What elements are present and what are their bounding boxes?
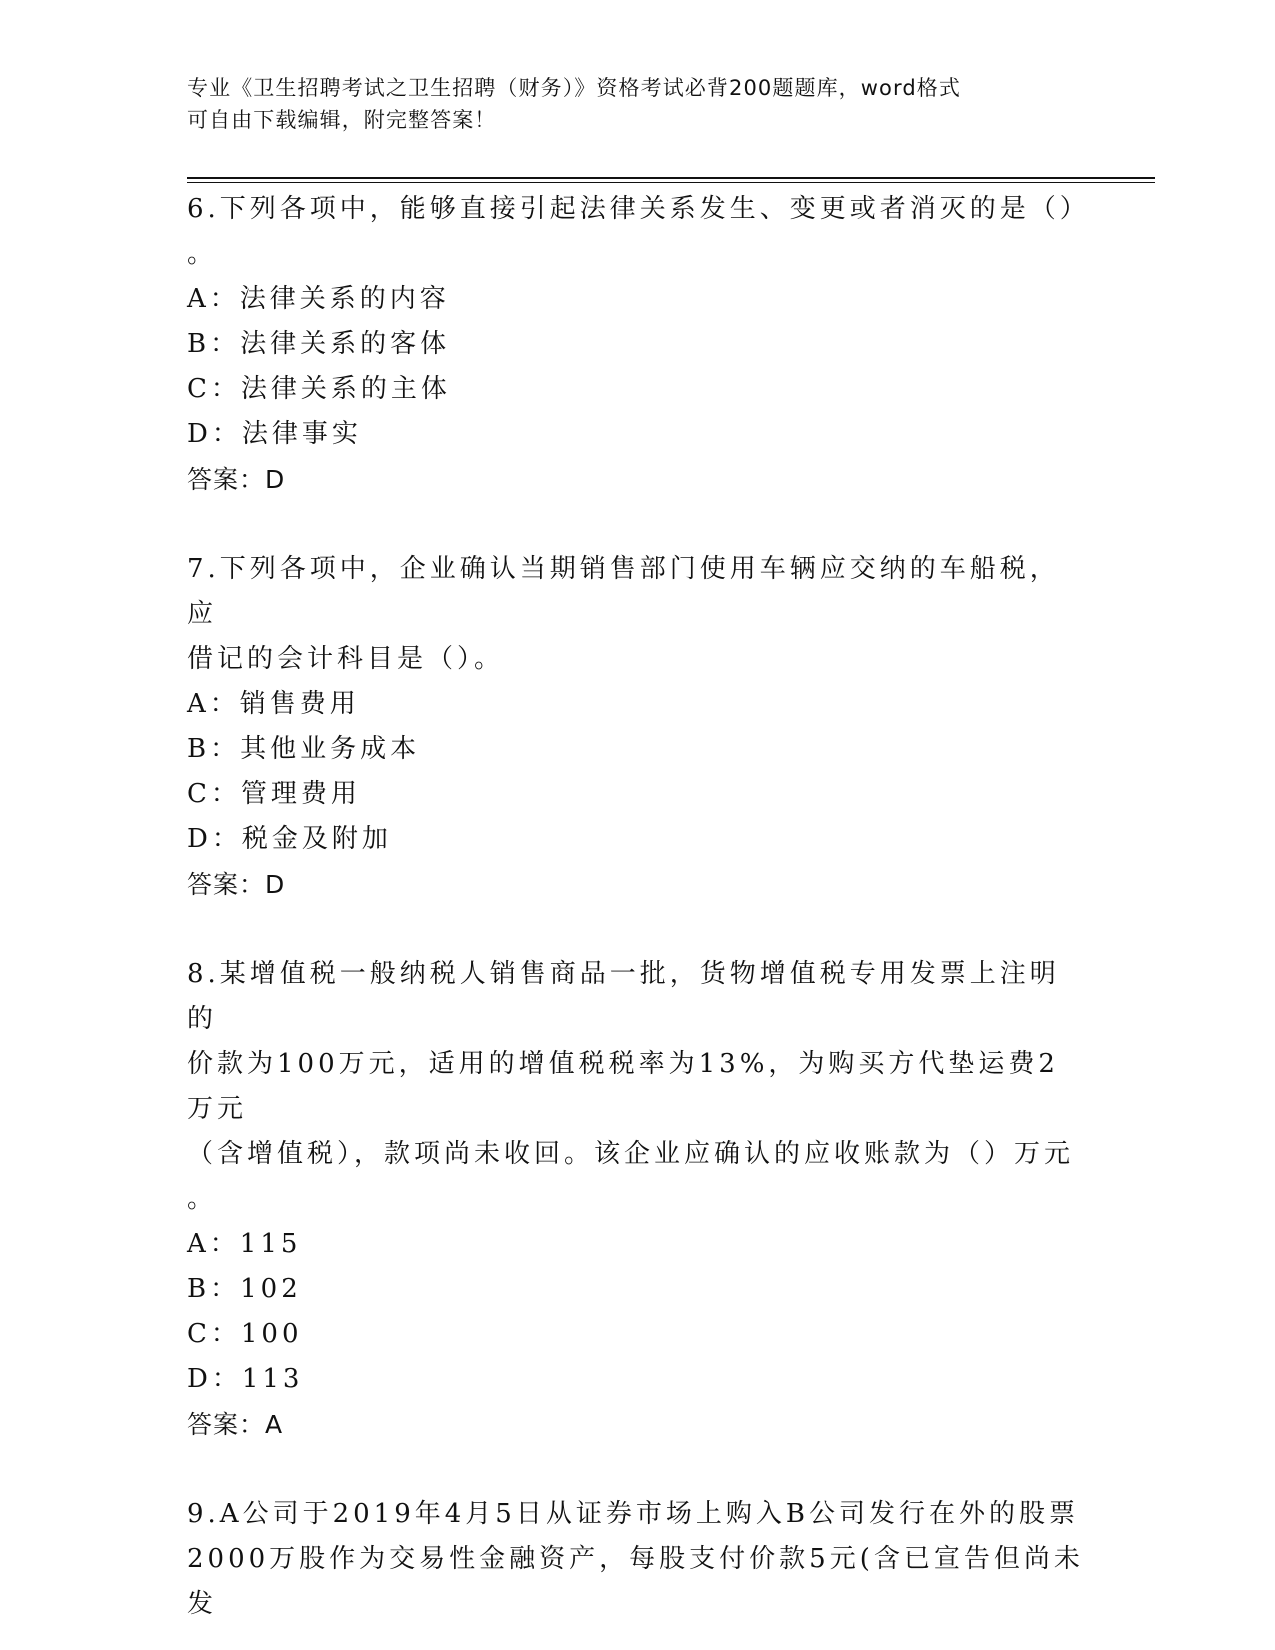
option-b: B：102 <box>187 1274 302 1304</box>
question-list <box>187 187 1090 1627</box>
question-stem-line: 7.下列各项中，企业确认当期销售部门使用车辆应交纳的车船税，应 <box>187 554 1060 629</box>
option-d: D：113 <box>187 1364 304 1394</box>
question-spacer <box>187 907 1087 952</box>
question-stem-line: 。 <box>187 1184 218 1214</box>
question-7 <box>187 547 1087 952</box>
header-divider-thin <box>187 182 1155 183</box>
question-stem-line: 。 <box>187 239 218 269</box>
option-b: B：其他业务成本 <box>187 734 421 764</box>
question-stem-line: 9.A公司于2019年4月5日从证券市场上购入B公司发行在外的股票 <box>187 1499 1079 1529</box>
question-9 <box>187 1492 1087 1627</box>
question-stem-line: 2000万股作为交易性金融资产，每股支付价款5元(含已宣告但尚未发 <box>187 1544 1084 1619</box>
question-spacer <box>187 502 1087 547</box>
question-stem-line: 价款为100万元，适用的增值税税率为13%，为购买方代垫运费2万元 <box>187 1049 1059 1124</box>
question-6 <box>187 187 1090 547</box>
question-8 <box>187 952 1087 1492</box>
option-d: D：税金及附加 <box>187 824 392 854</box>
answer-line: 答案：D <box>187 870 286 899</box>
option-a: A：法律关系的内容 <box>187 284 450 314</box>
option-c: C：法律关系的主体 <box>187 374 451 404</box>
answer-line: 答案：D <box>187 465 286 494</box>
question-stem-line: 8.某增值税一般纳税人销售商品一批，货物增值税专用发票上注明的 <box>187 959 1060 1034</box>
question-stem-line: （含增值税），款项尚未收回。该企业应确认的应收账款为（）万元 <box>187 1139 1075 1169</box>
option-c: C：管理费用 <box>187 779 361 809</box>
question-stem-line: 6.下列各项中，能够直接引起法律关系发生、变更或者消灭的是（） <box>187 194 1090 224</box>
question-spacer <box>187 1447 1087 1492</box>
header-divider-thick <box>187 177 1155 179</box>
document-header <box>187 72 1087 136</box>
answer-line: 答案：A <box>187 1410 284 1439</box>
option-d: D：法律事实 <box>187 419 362 449</box>
option-b: B：法律关系的客体 <box>187 329 451 359</box>
option-a: A：销售费用 <box>187 689 360 719</box>
header-line-1: 专业《卫生招聘考试之卫生招聘（财务）》资格考试必背200题题库，word格式 <box>187 76 961 100</box>
option-a: A：115 <box>187 1229 302 1259</box>
question-stem-line: 借记的会计科目是（）。 <box>187 644 505 674</box>
header-line-2: 可自由下载编辑，附完整答案！ <box>187 108 497 132</box>
option-c: C：100 <box>187 1319 303 1349</box>
